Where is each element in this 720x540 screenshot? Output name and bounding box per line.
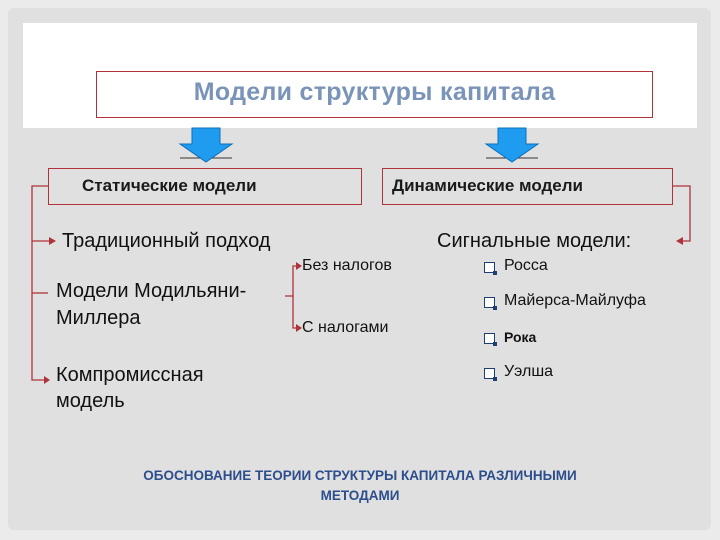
compromise-model-line2: модель — [56, 390, 125, 412]
signal-model-item: Майерса-Майлуфа — [504, 292, 646, 309]
signal-models: Сигнальные модели: — [437, 230, 632, 252]
dynamic-models-label: Динамические модели — [392, 176, 584, 195]
mm-branch — [285, 266, 298, 328]
dynamic-arrowhead — [676, 237, 683, 245]
traditional-approach: Традиционный подход — [62, 230, 271, 252]
bullet-icon — [484, 368, 495, 379]
page-title: Модели структуры капитала — [193, 78, 556, 106]
bullet-icon — [484, 262, 495, 273]
static-arrowheads — [44, 237, 56, 384]
without-taxes: Без налогов — [302, 257, 392, 274]
static-models-label: Статические модели — [82, 176, 257, 195]
signal-model-item: Росса — [504, 257, 548, 274]
footer-caption — [40, 466, 680, 506]
footer-line2: МЕТОДАМИ — [320, 488, 400, 503]
signal-model-item: Уэлша — [504, 363, 554, 380]
mm-models-line1: Модели Модильяни- — [56, 280, 247, 302]
compromise-model-line1: Компромиссная — [56, 364, 204, 386]
mm-models-line2: Миллера — [56, 307, 141, 329]
down-arrow-right — [486, 128, 538, 162]
footer-line1: ОБОСНОВАНИЕ ТЕОРИИ СТРУКТУРЫ КАПИТАЛА РАЗЛИЧНЫМИ — [143, 468, 577, 483]
signal-model-item: Рока — [504, 329, 537, 345]
down-arrow-left — [180, 128, 232, 162]
bullet-icon — [484, 333, 495, 344]
with-taxes: С налогами — [302, 319, 389, 336]
bullet-icon — [484, 297, 495, 308]
static-connectors — [32, 186, 54, 380]
dynamic-connectors — [673, 186, 690, 241]
